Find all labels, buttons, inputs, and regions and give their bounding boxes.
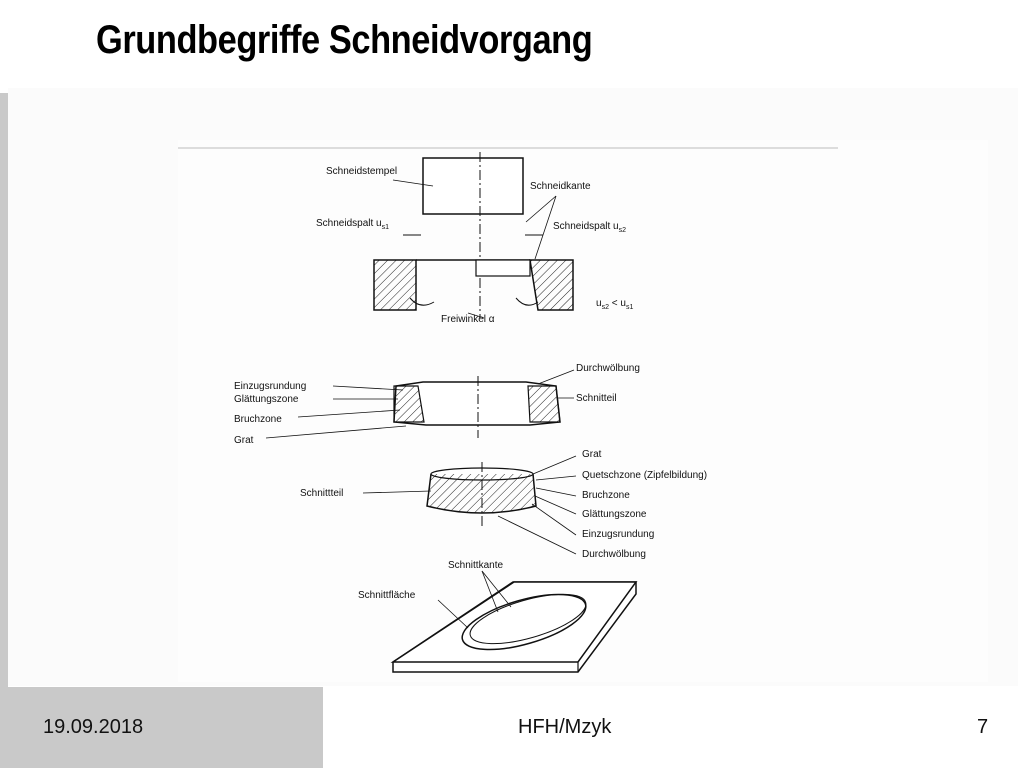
label-schnittflaeche: Schnittfläche bbox=[358, 590, 416, 601]
label-schnitteil: Schnitteil bbox=[576, 393, 617, 404]
label-grat: Grat bbox=[234, 435, 254, 446]
label-part-bruchzone: Bruchzone bbox=[582, 490, 630, 501]
label-schneidkante: Schneidkante bbox=[530, 181, 591, 192]
label-part-grat: Grat bbox=[582, 449, 602, 460]
slide-title: Grundbegriffe Schneidvorgang bbox=[96, 18, 593, 62]
scanned-figure bbox=[8, 88, 1018, 686]
left-accent-bar bbox=[0, 93, 8, 687]
label-clearance-relation: $u_{s2} < u_{s1}$ bbox=[596, 298, 634, 311]
label-freiwinkel: Freiwinkel α bbox=[441, 314, 495, 325]
label-schnittkante: Schnittkante bbox=[448, 560, 504, 571]
label-einzugsrundung: Einzugsrundung bbox=[234, 381, 307, 392]
label-schneidspalt-1: Schneidspalt $u_{s1}$ bbox=[316, 218, 390, 231]
label-part-einzugsrundung: Einzugsrundung bbox=[582, 529, 655, 540]
label-glaettungszone: Glättungszone bbox=[234, 394, 299, 405]
label-schneidstempel: Schneidstempel bbox=[326, 166, 398, 177]
relation-subscript-s1: s1 bbox=[625, 304, 634, 311]
footer-author: HFH/Mzyk bbox=[518, 716, 612, 738]
label-bruchzone: Bruchzone bbox=[234, 414, 282, 425]
label-durchwoelbung: Durchwölbung bbox=[576, 363, 640, 374]
label-part-glaettungszone: Glättungszone bbox=[582, 509, 647, 520]
relation-subscript-s2: s2 bbox=[601, 304, 609, 311]
footer-page-number: 7 bbox=[977, 716, 989, 738]
label-part-durchwoelbung: Durchwölbung bbox=[582, 549, 646, 560]
label-schnittteil: Schnittteil bbox=[300, 488, 344, 499]
cutting-process-diagram bbox=[8, 88, 1018, 686]
footer-date: 19.09.2018 bbox=[43, 716, 144, 738]
label-quetschzone: Quetschzone (Zipfelbildung) bbox=[582, 470, 708, 481]
label-schneidspalt-2: Schneidspalt $u_{s2}$ bbox=[553, 221, 627, 234]
